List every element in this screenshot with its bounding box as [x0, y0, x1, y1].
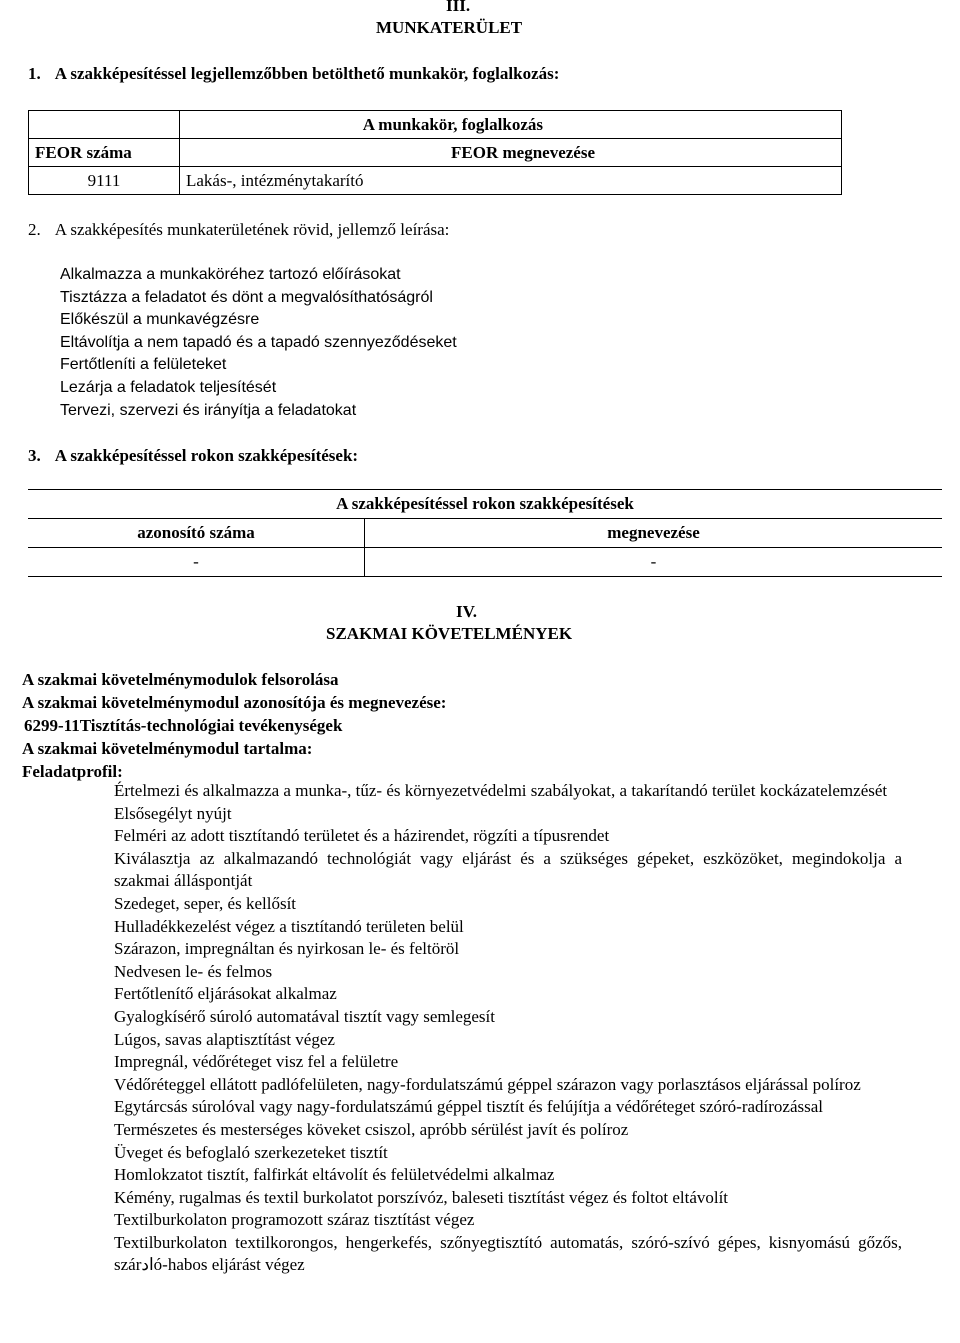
- list-item: Értelmezi és alkalmazza a munka-, tűz- és környezetvédelmi szabályokat, a takarítandó terület kockázatelemzését: [114, 781, 888, 800]
- modules-list-heading: A szakmai követelménymodulok felsorolása: [22, 670, 339, 689]
- feor-code: 9111: [29, 167, 180, 195]
- module-identifier: [24, 716, 342, 736]
- list-item: Lezárja a feladatok teljesítését: [60, 378, 277, 396]
- related-name: -: [365, 548, 943, 577]
- list-item: Gyalogkísérő súroló automatával tisztít vagy semlegesít: [114, 1006, 495, 1026]
- item-heading-1: 1. A szakképesítéssel legjellemzőbben betölthető munkakör, foglalkozás:: [28, 64, 560, 83]
- item-heading-2: 2. A szakképesítés munkaterületének rövid, jellemző leírása:: [28, 220, 450, 239]
- list-item: Felméri az adott tisztítandó területet és a házirendet, rögzíti a típusrendet: [114, 826, 610, 846]
- job-table-col1-header: FEOR száma: [29, 139, 180, 167]
- related-table-col1-header: azonosító száma: [28, 519, 365, 548]
- list-item: Lúgos, savas alaptisztítást végez: [114, 1029, 335, 1049]
- section-title: SZAKMAI KÖVETELMÉNYEK: [326, 624, 573, 643]
- table-row: [28, 548, 942, 577]
- feor-name: Lakás-, intézménytakarító: [180, 167, 842, 195]
- job-table: [28, 110, 842, 195]
- section-number: IV.: [456, 602, 477, 621]
- module-content-heading: A szakmai követelménymodul tartalma:: [22, 739, 313, 758]
- list-item: Előkészül a munkavégzésre: [60, 311, 260, 329]
- list-item: Nedvesen le- és felmos: [114, 961, 273, 981]
- work-area-list: [60, 264, 457, 422]
- list-item: Tisztázza a feladatot és dönt a megvalósíthatóságról: [60, 288, 433, 306]
- item-heading-3: 3. A szakképesítéssel rokon szakképesítések:: [28, 446, 359, 465]
- list-item: Textilburkolaton textilkorongos, hengerkefés, szőnyegtisztító automatás, szóró-szívó gépes, kisnyomású gőzős, szárادó-habos eljárást végez: [114, 1232, 902, 1275]
- related-table-caption: A szakképesítéssel rokon szakképesítések: [28, 490, 942, 519]
- profile-heading: Feladatprofil:: [22, 762, 123, 781]
- module-name: Tisztítás-technológiai tevékenységek: [79, 716, 343, 735]
- list-item: Egytárcsás súrolóval vagy nagy-fordulatszámú géppel tisztít és felújítja a védőréteget szóró-radírozással: [114, 1097, 824, 1117]
- list-item: Tervezi, szervezi és irányítja a feladatokat: [60, 401, 357, 419]
- list-item: Védőréteggel ellátott padlófelületen, nagy-fordulatszámú géppel szárazon vagy porlasztásos eljárással políroz: [114, 1074, 861, 1094]
- list-item: Impregnál, védőréteget visz fel a felületre: [114, 1052, 399, 1072]
- task-profile-list: [114, 780, 902, 1277]
- list-item: Homlokzatot tisztít, falfirkát eltávolít és felületvédelmi alkalmaz: [114, 1165, 555, 1185]
- module-id-heading: A szakmai követelménymodul azonosítója és megnevezése:: [22, 693, 447, 712]
- section-title: MUNKATERÜLET: [376, 18, 523, 37]
- job-table-caption: A munkakör, foglalkozás: [180, 111, 842, 139]
- list-item: Szárazon, impregnáltan és nyirkosan le- és feltöröl: [114, 939, 460, 959]
- list-item: Hulladékkezelést végez a tisztítandó területen belül: [114, 916, 464, 936]
- list-item: Textilburkolaton programozott száraz tisztítást végez: [114, 1210, 475, 1230]
- section-number: III.: [446, 0, 471, 15]
- list-item: Elsősegélyt nyújt: [114, 803, 232, 823]
- list-item: Szedeget, seper, és kellősít: [114, 893, 297, 913]
- list-item: Alkalmazza a munkaköréhez tartozó előírásokat: [60, 266, 401, 283]
- list-item: Természetes és mesterséges köveket csiszol, apróbb sérülést javít és políroz: [114, 1119, 629, 1139]
- related-id: -: [28, 548, 365, 577]
- related-table-col2-header: megnevezése: [365, 519, 943, 548]
- list-item: Eltávolítja a nem tapadó és a tapadó szennyeződéseket: [60, 333, 457, 351]
- list-item: Kémény, rugalmas és textil burkolatot porszívóz, baleseti tisztítást végez és foltot eltávolít: [114, 1187, 729, 1207]
- list-item: Fertőtlenítő eljárásokat alkalmaz: [114, 984, 337, 1004]
- list-item: Kiválasztja az alkalmazandó technológiát vagy eljárást és a szükséges gépeket, eszközöket, megindokolja a szakmai álláspontját: [114, 848, 902, 891]
- module-code: 6299-11: [24, 716, 80, 735]
- list-item: Fertőtleníti a felületeket: [60, 356, 227, 374]
- related-table: [28, 489, 942, 577]
- job-table-col2-header: FEOR megnevezése: [180, 139, 842, 167]
- table-row: [29, 167, 842, 195]
- list-item: Üveget és befoglaló szerkezeteket tisztít: [114, 1142, 388, 1162]
